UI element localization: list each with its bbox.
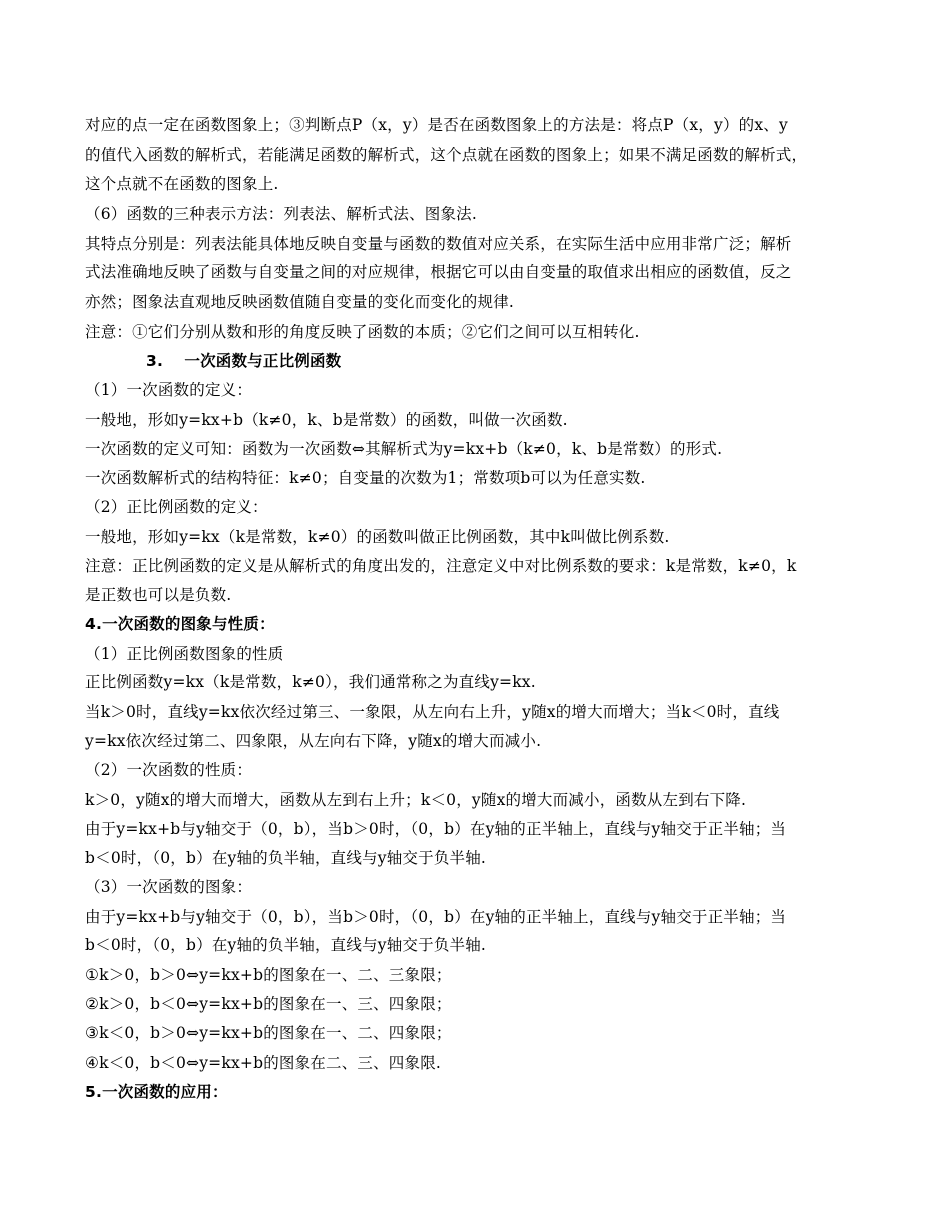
text-line: （6）函数的三种表示方法：列表法、解析式法、图象法. <box>85 205 477 223</box>
text-line: ③k＜0，b＞0⇔y=kx+b的图象在一、二、四象限； <box>85 1024 452 1042</box>
text-line: 其特点分别是：列表法能具体地反映自变量与函数的数值对应关系，在实际生活中应用非常广泛；解析 <box>85 235 792 253</box>
text-line: 一般地，形如y=kx+b（k≠0，k、b是常数）的函数，叫做一次函数. <box>85 411 568 429</box>
text-line: y=kx依次经过第二、四象限，从左向右下降，y随x的增大而减小. <box>85 732 542 750</box>
text-line: （2）正比例函数的定义： <box>85 498 268 516</box>
section-heading: 3. 一次函数与正比例函数 <box>146 352 342 370</box>
text-line: 由于y=kx+b与y轴交于（0，b），当b＞0时，（0，b）在y轴的正半轴上，直线与y轴交于正半轴；当 <box>85 820 787 838</box>
text-line: 式法准确地反映了函数与自变量之间的对应规律，根据它可以由自变量的取值求出相应的函数值，反之 <box>85 263 792 281</box>
text-line: 一次函数的定义可知：函数为一次函数⇔其解析式为y=kx+b（k≠0，k、b是常数）的形式. <box>85 440 723 458</box>
text-line: b＜0时，（0，b）在y轴的负半轴，直线与y轴交于负半轴. <box>85 936 487 954</box>
text-line: 对应的点一定在函数图象上；③判断点P（x，y）是否在函数图象上的方法是：将点P（x，y）的x、y <box>85 116 788 134</box>
text-line: 注意：正比例函数的定义是从解析式的角度出发的，注意定义中对比例系数的要求：k是常数，k≠0，k <box>85 557 797 575</box>
text-line: 由于y=kx+b与y轴交于（0，b），当b＞0时，（0，b）在y轴的正半轴上，直线与y轴交于正半轴；当 <box>85 908 787 926</box>
text-line: 是正数也可以是负数. <box>85 586 232 604</box>
text-line: k＞0，y随x的增大而增大，函数从左到右上升；k＜0，y随x的增大而减小，函数从左到右下降. <box>85 791 747 809</box>
text-line: （1）一次函数的定义： <box>85 381 253 399</box>
text-line: 亦然；图象法直观地反映函数值随自变量的变化而变化的规律. <box>85 293 515 311</box>
text-line: 一般地，形如y=kx（k是常数，k≠0）的函数叫做正比例函数，其中k叫做比例系数. <box>85 528 670 546</box>
text-line: b＜0时，（0，b）在y轴的负半轴，直线与y轴交于负半轴. <box>85 849 487 867</box>
text-line: ①k＞0，b＞0⇔y=kx+b的图象在一、二、三象限； <box>85 966 452 984</box>
text-line: 的值代入函数的解析式，若能满足函数的解析式，这个点就在函数的图象上；如果不满足函数的解析式， <box>85 146 808 164</box>
section-heading: 4.一次函数的图象与性质： <box>85 615 275 633</box>
text-line: 一次函数解析式的结构特征：k≠0；自变量的次数为1；常数项b可以为任意实数. <box>85 469 646 487</box>
text-line: （1）正比例函数图象的性质 <box>85 645 284 663</box>
text-line: 正比例函数y=kx（k是常数，k≠0），我们通常称之为直线y=kx. <box>85 673 536 691</box>
text-line: ④k＜0，b＜0⇔y=kx+b的图象在二、三、四象限. <box>85 1054 442 1072</box>
text-line: 这个点就不在函数的图象上. <box>85 175 279 193</box>
text-line: ②k＞0，b＜0⇔y=kx+b的图象在一、三、四象限； <box>85 995 452 1013</box>
text-line: 当k＞0时，直线y=kx依次经过第三、一象限，从左向右上升，y随x的增大而增大；当k＜0时，直线 <box>85 703 780 721</box>
text-line: 注意：①它们分别从数和形的角度反映了函数的本质；②它们之间可以互相转化. <box>85 323 640 341</box>
text-line: （2）一次函数的性质： <box>85 761 253 779</box>
section-heading: 5.一次函数的应用： <box>85 1083 228 1101</box>
text-line: （3）一次函数的图象： <box>85 878 253 896</box>
